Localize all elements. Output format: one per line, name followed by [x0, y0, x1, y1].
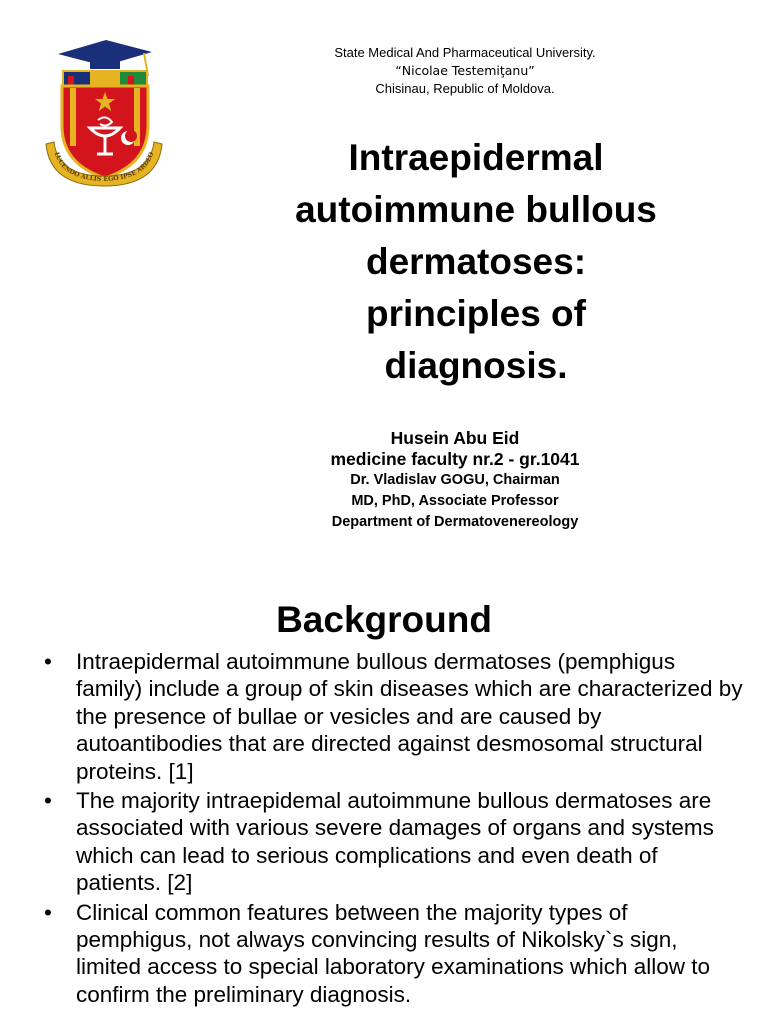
- list-item: [44, 787, 744, 897]
- title-line: diagnosis.: [384, 345, 568, 386]
- author-name: Husein Abu Eid: [390, 428, 520, 448]
- department-name: Department of Dermatovenereology: [331, 514, 579, 530]
- author-block: [250, 428, 660, 533]
- university-location: Chisinau, Republic of Moldova.: [375, 81, 555, 96]
- university-name: State Medical And Pharmaceutical University.: [334, 45, 596, 60]
- slide-title: [246, 132, 706, 392]
- university-crest-logo: [40, 36, 168, 188]
- title-line: autoimmune bullous: [295, 189, 657, 230]
- author-faculty: medicine faculty nr.2 - gr.1041: [330, 449, 580, 469]
- crest-motto: LUCENDO ALLIS EGO IPSE ARDEO: [52, 151, 156, 184]
- title-line: principles of: [366, 293, 586, 334]
- institution-header: [270, 44, 660, 98]
- title-line: Intraepidermal: [348, 137, 604, 178]
- bullet-icon: •: [44, 649, 52, 674]
- list-item: [44, 648, 744, 785]
- bullet-icon: •: [44, 788, 52, 814]
- background-heading: Background: [276, 599, 492, 640]
- supervisor-name: Dr. Vladislav GOGU, Chairman: [350, 472, 560, 488]
- list-item-text: Clinical common features between the majority types of pemphigus, not always convincing results of Nikolsky`s sign, limited access to special laboratory examinations which allow to confirm the preliminary diagnosis.: [76, 899, 711, 1007]
- supervisor-degree: MD, PhD, Associate Professor: [351, 493, 559, 509]
- university-honorific: “Nicolae Testemiţanu”: [395, 63, 535, 78]
- title-line: dermatoses:: [365, 241, 587, 282]
- bullet-icon: •: [44, 899, 52, 925]
- list-item-text: Intraepidermal autoimmune bullous dermatoses (pemphigus family) include a group of skin diseases which are characterized by the presence of bullae or vesicles and are caused by autoantibodies that are directed against desmosomal structural proteins. [1]: [76, 649, 743, 784]
- background-list: [44, 648, 744, 1010]
- list-item-text: The majority intraepidemal autoimmune bullous dermatoses are associated with various severe damages of organs and systems which can lead to serious complications and even death of patients. [2]: [76, 788, 714, 896]
- list-item: [44, 899, 744, 1009]
